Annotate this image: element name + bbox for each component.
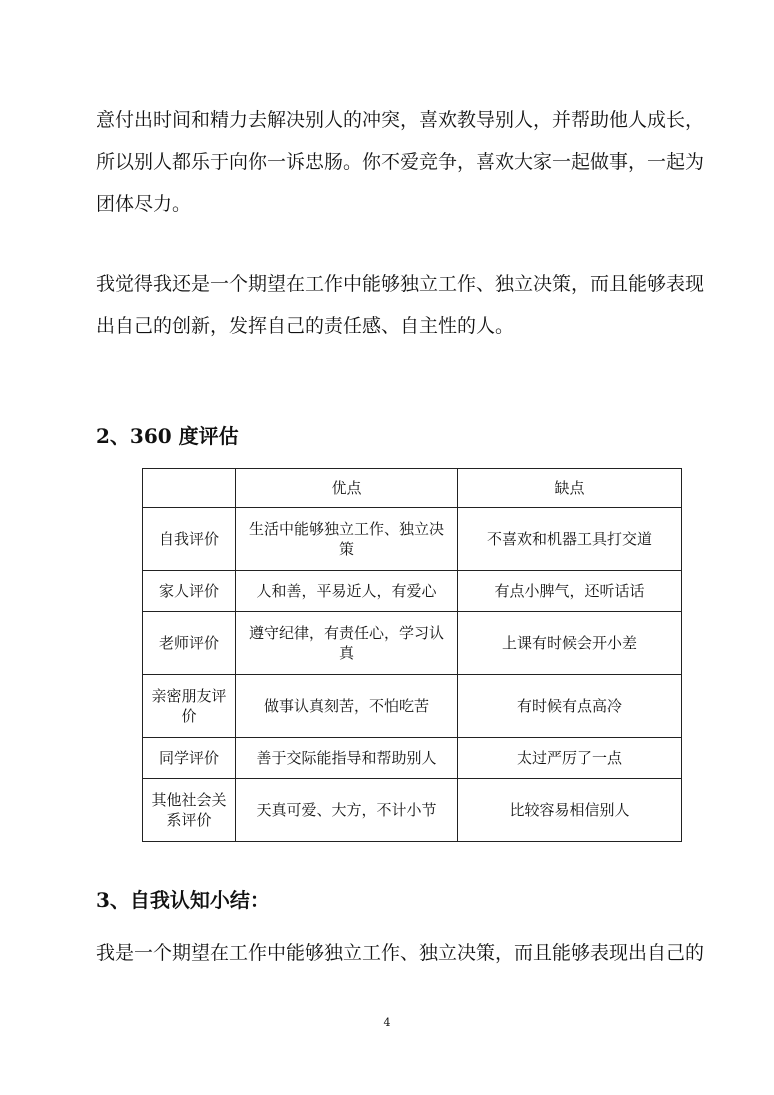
table-cell-weakness: 有点小脾气，还听话话 [458, 571, 682, 612]
table-header-strengths: 优点 [236, 469, 458, 508]
table-cell-role: 老师评价 [143, 612, 236, 675]
table-row [143, 508, 682, 571]
section-heading-360-evaluation: 2、360 度评估 [96, 424, 239, 448]
table-cell-weakness: 有时候有点高冷 [458, 675, 682, 738]
table-cell-weakness: 上课有时候会开小差 [458, 612, 682, 675]
table-header-cell [143, 469, 236, 508]
table-cell-weakness: 比较容易相信别人 [458, 779, 682, 842]
text-line: 我觉得我还是一个期望在工作中能够独立工作、独立决策，而且能够表现 [96, 273, 705, 295]
text-line: 所以别人都乐于向你一诉忠肠。你不爱竞争，喜欢大家一起做事，一起为 [96, 151, 705, 173]
paragraph-summary [96, 932, 705, 974]
table-cell-strength: 遵守纪律，有责任心，学习认真 [236, 612, 458, 675]
table-cell-weakness: 不喜欢和机器工具打交道 [458, 508, 682, 571]
table-header-weaknesses: 缺点 [458, 469, 682, 508]
paragraph-self-expectation [96, 263, 705, 347]
table-cell-strength: 善于交际能指导和帮助别人 [236, 738, 458, 779]
text-line: 意付出时间和精力去解决别人的冲突，喜欢教导别人，并帮助他人成长， [96, 109, 705, 131]
table-row [143, 571, 682, 612]
table-cell-role: 自我评价 [143, 508, 236, 571]
table-row [143, 612, 682, 675]
text-line: 我是一个期望在工作中能够独立工作、独立决策，而且能够表现出自己的 [96, 942, 705, 964]
page-number: 4 [383, 1016, 391, 1029]
evaluation-table [142, 468, 682, 842]
text-line: 出自己的创新，发挥自己的责任感、自主性的人。 [96, 315, 515, 337]
table-cell-strength: 人和善，平易近人，有爱心 [236, 571, 458, 612]
table-row [143, 675, 682, 738]
table-row [143, 738, 682, 779]
table-cell-role: 同学评价 [143, 738, 236, 779]
text-line: 团体尽力。 [96, 193, 192, 215]
table-cell-role: 家人评价 [143, 571, 236, 612]
table-cell-strength: 生活中能够独立工作、独立决策 [236, 508, 458, 571]
table-cell-strength: 天真可爱、大方，不计小节 [236, 779, 458, 842]
table-cell-role: 其他社会关系评价 [143, 779, 236, 842]
table-cell-role: 亲密朋友评价 [143, 675, 236, 738]
table-cell-strength: 做事认真刻苦，不怕吃苦 [236, 675, 458, 738]
section-heading-self-awareness-summary: 3、自我认知小结： [96, 888, 270, 912]
table-row [143, 779, 682, 842]
paragraph-conflict-resolution [96, 99, 705, 225]
table-cell-weakness: 太过严厉了一点 [458, 738, 682, 779]
table-header-row [143, 469, 682, 508]
